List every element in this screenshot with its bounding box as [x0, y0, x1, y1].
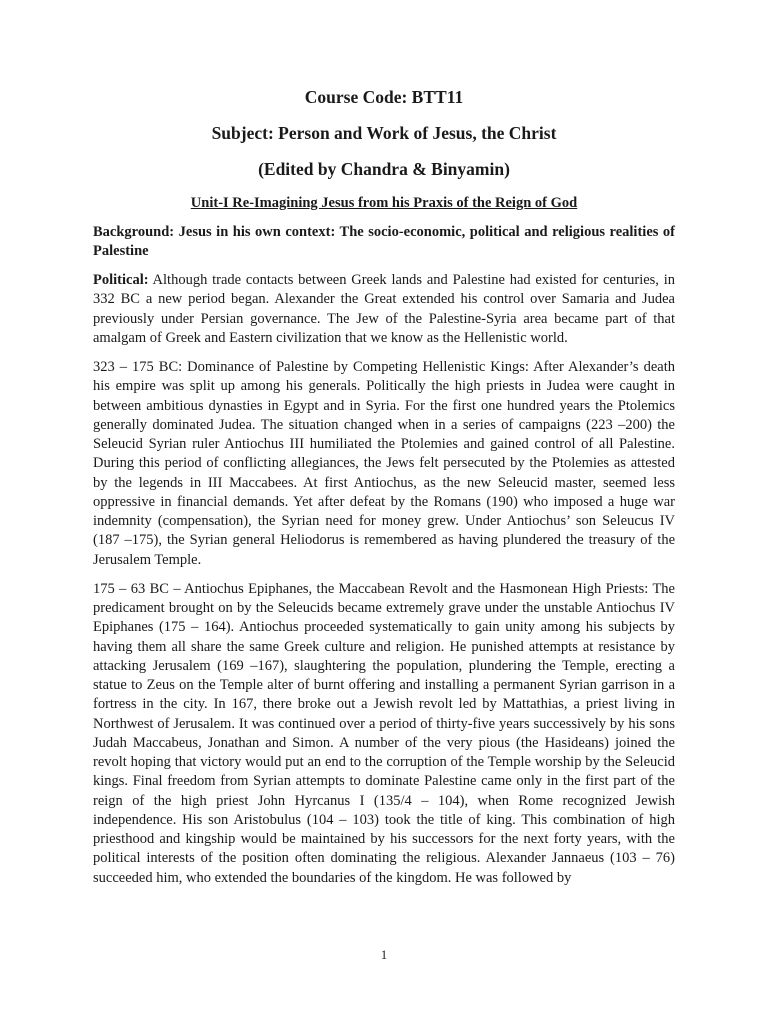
political-paragraph	[93, 271, 675, 348]
course-code: Course Code: BTT11	[304, 87, 464, 107]
background-heading: Background: Jesus in his own context: The socio-economic, political and religious realities of Palestine	[93, 224, 675, 259]
subject-title: Subject: Person and Work of Jesus, the Christ	[211, 123, 557, 143]
paragraph-175-63-bc: 175 – 63 BC – Antiochus Epiphanes, the Maccabean Revolt and the Hasmonean High Priests: The predicament brought on by the Seleucids became extremely grave under the unstable Antiochus IV Epiphanes (175 – 164). Antiochus proceeded systematically to gain unity among his subjects by having them all share the same Greek culture and religion. He punished attempts at resistance by attacking Jerusalem (169 –167), slaughtering the population, plundering the Temple, erecting a statue to Zeus on the Temple alter of burnt offering and installing a permanent Syrian garrison in a fortress in the city. In 167, there broke out a Jewish revolt led by Mattathias, a priest living in Northwest of Jerusalem. It was continued over a period of thirty-five years successively by his sons Judah Maccabeus, Jonathan and Simon. A number of the very pious (the Hasideans) joined the revolt hoping that victory would put an end to the corruption of the Temple worship by the Seleucid kings. Final freedom from Syrian attempts to dominate Palestine came only in the first part of the reign of the high priest John Hyrcanus I (135/4 – 104), when Rome recognized Jewish independence. His son Aristobulus (104 – 103) took the title of king. This combination of high priesthood and kingship would be maintained by his successors for the next forty years, with the political interests of the position often dominating the religious. Alexander Jannaeus (103 – 76) succeeded him, who extended the boundaries of the kingdom. He was followed by	[93, 580, 675, 886]
political-text: Although trade contacts between Greek lands and Palestine had existed for centuries, in 332 BC a new period began. Alexander the Great extended his control over Samaria and Judea previously under Persian governance. The Jew of the Palestine-Syria area became part of that amalgam of Greek and Eastern civilization that we know as the Hellenistic world.	[93, 272, 675, 346]
editors-line: (Edited by Chandra & Binyamin)	[258, 159, 510, 179]
paragraph-323-175-bc: 323 – 175 BC: Dominance of Palestine by Competing Hellenistic Kings: After Alexander’s death his empire was split up among his generals. Politically the high priests in Judea were caught in between ambitious dynasties in Egypt and in Syria. For the first one hundred years the Ptolemics generally dominated Judea. The situation changed when in a series of campaigns (223 –200) the Seleucid Syrian ruler Antiochus III humiliated the Ptolemies and gained control of all Palestine. During this period of conflicting allegiances, the Jews felt persecuted by the Ptolemies as attested by the legends in III Maccabees. At first Antiochus, as the new Seleucid master, seemed less oppressive in financial demands. Yet after defeat by the Romans (190) who imposed a huge war indemnity (compensation), the Syrian need for money grew. Under Antiochus’ son Seleucus IV (187 –175), the Syrian general Heliodorus is remembered as having plundered the treasury of the Jerusalem Temple.	[93, 359, 675, 568]
unit-heading: Unit-I Re-Imagining Jesus from his Praxis of the Reign of God	[190, 195, 578, 211]
page-number: 1	[380, 948, 388, 962]
political-lead: Political:	[93, 272, 149, 288]
page-content	[93, 86, 675, 898]
